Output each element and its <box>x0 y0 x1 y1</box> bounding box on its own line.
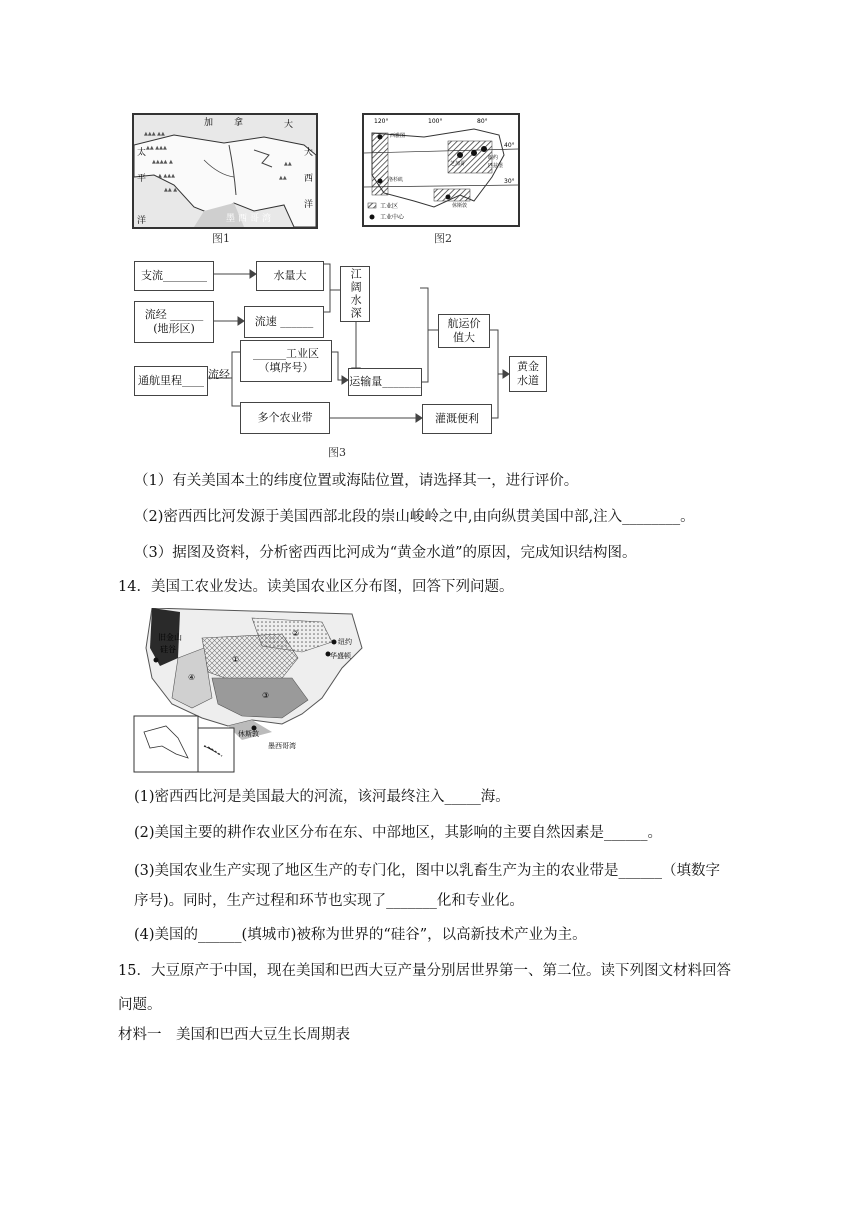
multi-agri-label: 多个农业带 <box>257 410 313 424</box>
box-speed <box>244 306 324 338</box>
svg-text:▲▲ ▲: ▲▲ ▲ <box>164 187 178 193</box>
q13-item-2: （2)密西西比河发源于美国西部北段的崇山峻岭之中,由向纵贯美国中部,注入________。 <box>134 509 695 525</box>
svg-text:▲▲▲ ▲▲: ▲▲▲ ▲▲ <box>144 131 165 137</box>
box-industrial-zone <box>240 340 332 382</box>
fig1-label-canada-1: 加 <box>204 118 214 128</box>
irrigation-label: 灌溉便利 <box>435 411 479 425</box>
fig2-lat-30: 30° <box>504 178 515 185</box>
q14-intro: 14．美国工农业发达。读美国农业区分布图，回答下列问题。 <box>118 579 514 595</box>
box-multi-agri <box>240 402 330 434</box>
svg-text:②: ② <box>292 629 300 638</box>
flow-label: 流经 <box>208 368 230 381</box>
fig1-label-pacific-1: 太 <box>137 148 147 158</box>
figure-2-caption: 图2 <box>434 232 452 245</box>
flowchart-connectors <box>0 0 860 460</box>
fig2-legend-center: 工业中心 <box>380 214 405 221</box>
fig1-label-pacific-3: 洋 <box>137 216 147 226</box>
navigation-blank[interactable]: ____ <box>182 373 204 387</box>
fig2-lat-40: 40° <box>504 142 515 149</box>
speed-label: 流速 <box>254 314 277 328</box>
box-transport-volume <box>348 368 422 396</box>
q13-item-1: （1）有关美国本土的纬度位置或海陆位置，请选择其一，进行评价。 <box>134 473 579 489</box>
svg-text:①: ① <box>232 655 240 664</box>
box-branch <box>134 261 214 291</box>
fig1-label-gulf-3: 哥 <box>250 214 260 224</box>
golden-waterway-label: 黄金水道 <box>517 359 539 387</box>
q14-map-siliconvalley: 硅谷 <box>160 645 176 654</box>
figure-3-caption: 图3 <box>328 446 346 459</box>
q13-item-3: （3）据图及资料，分析密西西比河成为“黄金水道”的原因，完成知识结构图。 <box>134 545 637 561</box>
water-volume-label: 水量大 <box>273 268 307 282</box>
fig2-city-pittsburgh: 匹兹堡 <box>488 163 504 169</box>
fig1-label-canada-2: 拿 <box>234 118 244 128</box>
q14-map-houston: 休斯敦 <box>238 730 259 738</box>
fig1-label-pacific-2: 平 <box>137 174 147 184</box>
fig1-label-gulf-1: 墨 <box>226 214 236 224</box>
q14-map-newyork: 纽约 <box>338 638 352 646</box>
box-navigation-mileage <box>134 366 208 396</box>
fig2-legend-industrial: 工业区 <box>380 203 399 210</box>
q14-item-4: (4)美国的______(填城市)被称为世界的“硅谷”，以高新技术产业为主。 <box>134 927 587 943</box>
box-golden-waterway <box>509 356 547 392</box>
fig1-label-gulf-4: 湾 <box>262 214 272 224</box>
fig2-city-houston: 休斯敦 <box>452 203 468 209</box>
flows-through-text: 流经 <box>144 307 167 321</box>
fig1-label-gulf-2: 西 <box>238 214 248 224</box>
terrain-label: (地形区) <box>153 322 195 335</box>
agriculture-map-drawing <box>132 608 366 774</box>
q14-agriculture-map <box>132 608 366 774</box>
fig2-city-newyork: 纽约 <box>488 155 499 161</box>
svg-text:▲▲ ▲▲▲: ▲▲ ▲▲▲ <box>146 145 167 151</box>
fig1-label-atlantic-3: 洋 <box>304 200 314 210</box>
industrial-zone-text: 工业区 <box>286 346 319 360</box>
q14-item-3: (3)美国农业生产实现了地区生产的专门化，图中以乳畜生产为主的农业带是______（填数字序号)。同时，生产过程和环节也实现了_______化和专业化。 <box>134 863 721 909</box>
fig2-city-losangeles: 洛杉矶 <box>388 177 404 183</box>
q15-intro: 15．大豆原产于中国，现在美国和巴西大豆产量分别居世界第一、第二位。读下列图文材料回答问题。 <box>118 963 731 1013</box>
fig2-city-seattle: 西雅图 <box>390 133 406 139</box>
navigation-mileage-label: 通航里程 <box>138 373 182 387</box>
fill-number-label: （填序号） <box>258 361 314 374</box>
q14-map-sanfrancisco: 旧金山 <box>158 633 182 642</box>
box-water-volume <box>256 261 324 291</box>
fig2-city-chicago: 芝加哥 <box>450 161 466 167</box>
svg-text:④: ④ <box>188 673 196 682</box>
fig1-label-atlantic-1: 大 <box>304 148 314 158</box>
q14-map-gulf: 墨西哥湾 <box>268 742 296 750</box>
svg-text:▲▲▲▲ ▲: ▲▲▲▲ ▲ <box>152 159 173 165</box>
q14-item-2: (2)美国主要的耕作农业区分布在东、中部地区，其影响的主要自然因素是______。 <box>134 825 663 841</box>
q14-item-1: (1)密西西比河是美国最大的河流，该河最终注入_____海。 <box>134 789 510 805</box>
transport-volume-label: 运输量 <box>349 374 383 388</box>
q14-map-washington: 华盛顿 <box>330 652 351 660</box>
fig2-lon-80: 80° <box>477 118 488 125</box>
figure-1-caption: 图1 <box>212 232 230 245</box>
svg-text:③: ③ <box>262 691 270 700</box>
box-flows-through-terrain <box>134 301 214 343</box>
box-river-deep <box>340 266 370 322</box>
branch-blank[interactable]: ________ <box>163 268 207 282</box>
transport-blank[interactable]: _______ <box>382 374 421 388</box>
fig1-label-atlantic-2: 西 <box>304 174 314 184</box>
svg-text:▲ ▲▲▲: ▲ ▲▲▲ <box>158 173 175 179</box>
box-shipping-value <box>438 314 490 348</box>
box-irrigation <box>422 404 492 434</box>
fig2-lon-120: 120° <box>374 118 389 125</box>
speed-blank[interactable]: ______ <box>276 314 314 328</box>
svg-text:▲▲: ▲▲ <box>279 175 287 181</box>
q15-material-1: 材料一 美国和巴西大豆生长周期表 <box>118 1027 350 1043</box>
river-deep-label: 江阔水深 <box>349 268 363 320</box>
industrial-zone-label: ______工业区 <box>253 346 319 360</box>
flows-through-label: 流经 ______ <box>144 307 204 321</box>
fig1-label-canada-3: 大 <box>284 120 294 130</box>
svg-text:▲▲: ▲▲ <box>284 161 292 167</box>
fig2-lon-100: 100° <box>428 118 443 125</box>
branch-label: 支流 <box>141 268 163 282</box>
shipping-value-label: 航运价值大 <box>447 316 481 344</box>
